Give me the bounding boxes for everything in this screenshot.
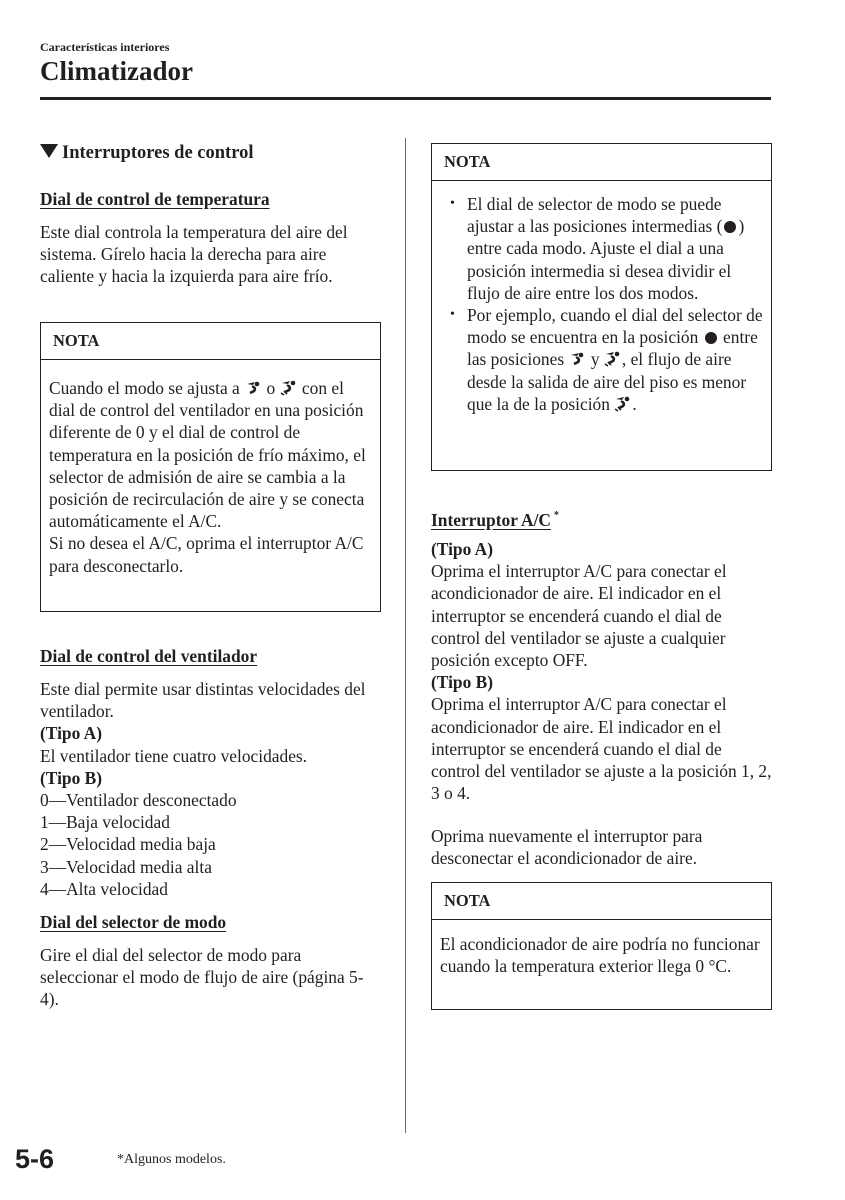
- vent-to-feet-icon: [614, 396, 632, 412]
- fan-speed-item: 2—Velocidad media baja: [40, 834, 216, 855]
- intermediate-position-dot-icon: [724, 221, 736, 233]
- list-item: [441, 193, 763, 304]
- note2-bullet2-c: y: [590, 349, 600, 370]
- fan-type-a-label: (Tipo A): [40, 723, 103, 744]
- triangle-marker-icon: [40, 144, 58, 158]
- note2-bullet-list: [441, 193, 763, 415]
- note-box-3: [431, 882, 772, 1010]
- vent-to-face-feet-icon: [244, 380, 262, 396]
- temp-dial-subhead: Dial de control de temperatura: [40, 189, 270, 209]
- note1-text-a: Cuando el modo se ajusta a: [49, 378, 240, 398]
- footnote: *Algunos modelos.: [117, 1152, 226, 1167]
- note1-text-c: Si no desea el A/C, oprima el interruptor A/C para desconectarlo.: [49, 533, 364, 576]
- ac-type-a-text: Oprima el interruptor A/C para conectar el acondicionador de aire. El indicador en el interruptor se encenderá cuando el dial de control del ventilador se ajuste a cualquier posición excepto OFF.: [431, 561, 727, 671]
- note2-bullet2-e: .: [632, 393, 637, 414]
- note2-bullet2-a: Por ejemplo, cuando el dial del selector de modo se encuentra en la posición: [467, 305, 763, 348]
- note2-bullet1-b: ) entre cada modo. Ajuste el dial a una posición intermedia si desea dividir el flujo de aire entre los dos modos.: [467, 216, 745, 303]
- fan-type-a-text: El ventilador tiene cuatro velocidades.: [40, 745, 308, 766]
- note-body: [432, 181, 771, 423]
- temp-dial-text: Este dial controla la temperatura del aire del sistema. Gírelo hacia la derecha para aire caliente y hacia la izquierda para aire frío.: [40, 222, 348, 287]
- section-heading: [40, 142, 381, 164]
- page-title: Climatizador: [40, 56, 193, 86]
- fan-dial-text: Este dial permite usar distintas velocidades del ventilador.: [40, 679, 366, 722]
- note-label: NOTA: [432, 144, 771, 181]
- fan-dial-subhead: Dial de control del ventilador: [40, 646, 258, 666]
- asterisk-mark: *: [553, 510, 559, 521]
- page-number: 5-6: [15, 1144, 55, 1174]
- fan-speed-item: 1—Baja velocidad: [40, 812, 170, 833]
- ac-switch-subhead-text: Interruptor A/C: [431, 510, 551, 530]
- note-label: NOTA: [432, 883, 771, 920]
- fan-dial-section: [40, 678, 381, 900]
- note2-bullet1-a: El dial de selector de modo se puede ajustar a las posiciones intermedias (: [467, 194, 723, 237]
- note1-text-b: con el dial de control del ventilador en una posición diferente de 0 y el dial de control de temperatura en la posición de frío máximo, el selector de admisión de aire se cambia a la posición de recirculación de aire y se conecta automáticamente el A/C.: [49, 378, 366, 532]
- note-box-2: [431, 143, 772, 471]
- ac-switch-subhead: [431, 505, 772, 531]
- fan-speed-item: 3—Velocidad media alta: [40, 856, 212, 877]
- note2-bullet2-b: entre las posiciones: [467, 327, 758, 370]
- fan-type-b-label: (Tipo B): [40, 767, 103, 788]
- mode-dial-subhead: Dial del selector de modo: [40, 912, 227, 932]
- ac-type-b-text: Oprima el interruptor A/C para conectar el acondicionador de aire. El indicador en el interruptor se encenderá cuando el dial de control del ventilador se ajuste a la posición 1, 2, 3 o 4.: [431, 694, 772, 804]
- fan-speed-item: 0—Ventilador desconectado: [40, 790, 237, 811]
- ac-switch-section: [431, 538, 772, 804]
- note-box-1: [40, 322, 381, 612]
- note2-bullet2-d: , el flujo de aire desde la salida de aire del piso es menor que la de la posición: [467, 349, 747, 414]
- intermediate-position-dot-icon: [705, 332, 717, 344]
- note-label: NOTA: [41, 323, 380, 360]
- mode-dial-text: Gire el dial del selector de modo para seleccionar el modo de flujo de aire (página 5-4).: [40, 945, 364, 1010]
- note1-text-o: o: [266, 378, 276, 398]
- fan-speed-item: 4—Alta velocidad: [40, 878, 168, 899]
- vent-to-feet-icon: [604, 351, 622, 367]
- title-rule: [40, 97, 771, 100]
- vent-to-feet-icon: [280, 380, 298, 396]
- list-item: [441, 304, 763, 415]
- section-heading-text: Interruptores de control: [62, 143, 254, 163]
- note-body: [41, 360, 380, 585]
- section-label: Características interiores: [40, 40, 170, 54]
- ac-off-text: Oprima nuevamente el interruptor para desconectar el acondicionador de aire.: [431, 826, 703, 869]
- vent-to-face-feet-icon: [568, 351, 586, 367]
- ac-type-a-label: (Tipo A): [431, 539, 494, 559]
- column-divider: [405, 138, 406, 1133]
- note-body: El acondicionador de aire podría no funcionar cuando la temperatura exterior llega 0 °C.: [440, 934, 760, 977]
- ac-type-b-label: (Tipo B): [431, 672, 494, 693]
